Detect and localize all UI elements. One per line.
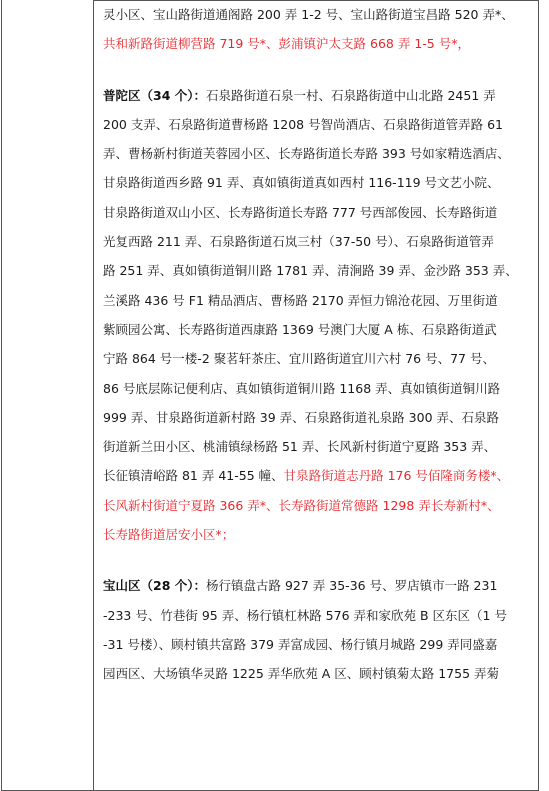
address-text: 园西区、大场镇华灵路 1225 弄华欣苑 A 区、顾村镇菊太路 1755 弄菊 [103, 666, 500, 682]
text-line [103, 403, 533, 432]
table-column-divider [93, 0, 94, 791]
address-text: 杨行镇盘古路 927 弄 35-36 号、罗店镇市一路 231 [206, 578, 498, 594]
text-line [103, 344, 533, 373]
text-line [103, 659, 533, 688]
highlighted-address: 长寿路街道居安小区*； [103, 527, 235, 543]
text-line [103, 601, 533, 630]
text-line [103, 256, 533, 285]
address-text: 光复西路 211 弄、石泉路街道石岚三村（37-50 号）、石泉路街道管弄 [103, 234, 494, 250]
text-line [103, 432, 533, 461]
address-text: 200 支弄、石泉路街道曹杨路 1208 号智尚酒店、石泉路街道管弄路 61 [103, 116, 503, 132]
address-text: -233 号、竹巷街 95 弄、杨行镇杠林路 576 弄和家欣苑 B 区东区（1 号 [103, 607, 507, 623]
address-text: 999 弄、甘泉路街道新村路 39 弄、石泉路街道礼泉路 300 弄、石泉路 [103, 409, 499, 425]
text-line [103, 520, 533, 549]
highlighted-address: 共和新路街道柳营路 719 号*、彭浦镇沪太支路 668 弄 1-5 号*， [103, 36, 470, 52]
text-line [103, 139, 533, 168]
text-line [103, 315, 533, 344]
address-text: 石泉路街道石泉一村、石泉路街道中山北路 2451 弄 [206, 87, 496, 103]
table-border-right [538, 0, 539, 791]
address-text: -31 号楼）、顾村镇共富路 379 弄富成园、杨行镇月城路 299 弄同盛嘉 [103, 636, 498, 652]
address-text: 紫顾园公寓、长寿路街道西康路 1369 号澳门大厦 A 栋、石泉路街道武 [103, 321, 497, 337]
text-line [103, 286, 533, 315]
address-text: 宁路 864 号一楼-2 聚茗轩茶庄、宜川路街道宜川六村 76 号、77 号、 [103, 351, 495, 367]
text-line [103, 110, 533, 139]
district-heading: 普陀区（34 个）： [103, 87, 206, 103]
text-line [103, 168, 533, 197]
highlighted-address: 甘泉路街道志丹路 176 号佰隆商务楼*、 [283, 468, 510, 484]
address-text: 86 号底层陈记便利店、真如镇街道铜川路 1168 弄、真如镇街道铜川路 [103, 380, 501, 396]
content-cell [103, 0, 533, 689]
text-line [103, 29, 533, 58]
address-text: 长征镇清峪路 81 弄 41-55 幢、 [103, 468, 284, 484]
text-line [103, 630, 533, 659]
address-text: 弄、曹杨新村街道芙蓉园小区、长寿路街道长寿路 393 号如家精选酒店、 [103, 146, 510, 162]
address-text: 街道新兰田小区、桃浦镇绿杨路 51 弄、长风新村街道宁夏路 353 弄、 [103, 439, 497, 455]
text-line [103, 227, 533, 256]
highlighted-address: 长风新村街道宁夏路 366 弄*、长寿路街道常德路 1298 弄长寿新村*、 [103, 497, 500, 513]
text-line [103, 81, 533, 110]
address-text: 兰溪路 436 号 F1 精品酒店、曹杨路 2170 弄恒力锦沧花园、万里街道 [103, 292, 498, 308]
address-text: 灵小区、宝山路街道通阁路 200 弄 1-2 号、宝山路街道宝昌路 520 弄*、 [103, 7, 514, 22]
text-line [103, 461, 533, 490]
address-text: 甘泉路街道西乡路 91 弄、真如镇街道真如西村 116-119 号文艺小院、 [103, 175, 500, 191]
text-line [103, 571, 533, 600]
address-text: 甘泉路街道双山小区、长寿路街道长寿路 777 号西部俊园、长寿路街道 [103, 204, 498, 220]
text-line [103, 198, 533, 227]
district-heading: 宝山区（28 个）： [103, 578, 206, 594]
address-text: 路 251 弄、真如镇街道铜川路 1781 弄、清涧路 39 弄、金沙路 353 弄、 [103, 263, 518, 279]
table-border-left [1, 0, 2, 791]
text-line [103, 491, 533, 520]
text-line [103, 0, 533, 29]
text-line [103, 374, 533, 403]
